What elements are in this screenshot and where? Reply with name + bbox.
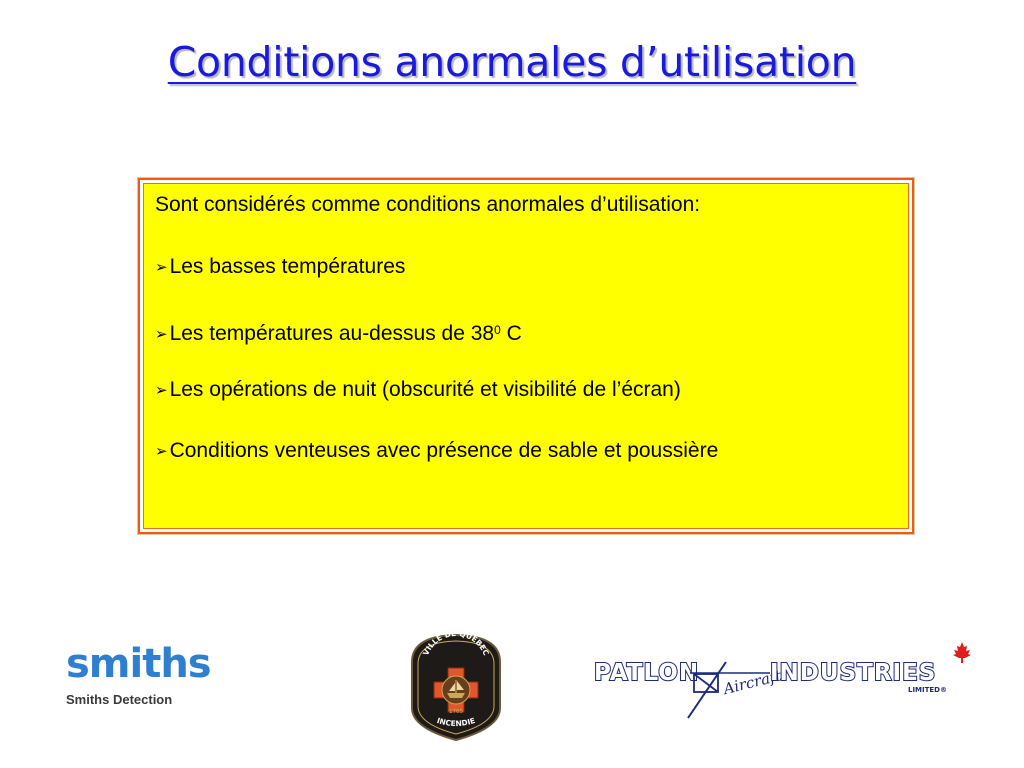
badge-top-text: VILLE DE QUÉBEC bbox=[421, 632, 491, 657]
bullet-text: Conditions venteuses avec présence de sable et poussière bbox=[169, 439, 719, 462]
bullet-text: Les opérations de nuit (obscurité et visibilité de l’écran) bbox=[169, 377, 681, 401]
smiths-wordmark: smiths bbox=[66, 641, 211, 687]
bullet-text: Les basses températures bbox=[169, 254, 406, 278]
callout-intro: Sont considérés comme conditions anormales d’utilisation: bbox=[155, 193, 701, 216]
bullet-item bbox=[155, 254, 900, 316]
callout-box bbox=[138, 178, 914, 534]
arrow-bullet-icon: ➢ bbox=[155, 258, 168, 276]
patlon-left-word: PATLON bbox=[594, 660, 700, 686]
callout-fill bbox=[143, 183, 909, 529]
patlon-logo-icon bbox=[592, 638, 977, 722]
badge-year: 1765 bbox=[449, 709, 463, 715]
bullet-suffix: C bbox=[500, 322, 522, 345]
bullet-item bbox=[155, 377, 900, 439]
fire-badge-icon bbox=[406, 632, 506, 742]
patlon-script-word: Aircraft bbox=[721, 666, 784, 699]
badge-bottom-text: INCENDIE bbox=[435, 715, 477, 729]
arrow-bullet-icon: ➢ bbox=[155, 326, 168, 343]
bullet-text: Les températures au-dessus de 38 bbox=[169, 322, 495, 345]
bullet-item bbox=[155, 438, 900, 500]
arrow-bullet-icon: ➢ bbox=[155, 443, 168, 460]
bullet-item bbox=[155, 315, 900, 377]
degree-superscript: 0 bbox=[494, 323, 501, 337]
quebec-fire-badge-logo bbox=[406, 632, 506, 746]
slide-title: Conditions anormales d’utilisation bbox=[167, 38, 857, 86]
patlon-right-word: INDUSTRIES bbox=[770, 660, 937, 686]
smiths-detection-logo bbox=[66, 641, 211, 707]
smiths-subtitle: Smiths Detection bbox=[66, 692, 173, 707]
callout-text bbox=[155, 192, 900, 500]
arrow-bullet-icon: ➢ bbox=[155, 381, 168, 399]
patlon-aircraft-industries-logo bbox=[592, 638, 977, 726]
patlon-suffix: LIMITED® bbox=[907, 686, 947, 694]
maple-leaf-icon bbox=[953, 642, 971, 663]
